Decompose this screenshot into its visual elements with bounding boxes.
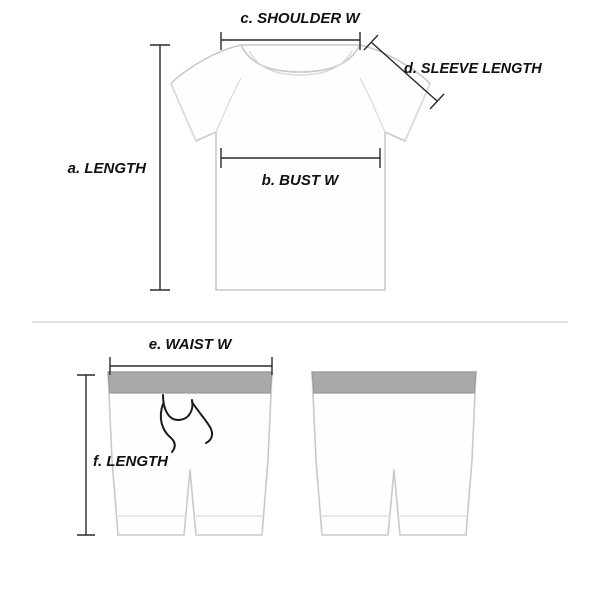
label-a-length: a. LENGTH — [67, 160, 146, 177]
dimension-e-waist — [110, 336, 272, 375]
dimension-c-shoulder — [221, 10, 361, 50]
label-e-waist-width: e. WAIST W — [148, 336, 232, 353]
shorts-back-outline — [312, 372, 476, 535]
dimension-a-length — [68, 45, 170, 290]
label-d-sleeve-length: d. SLEEVE LENGTH — [404, 61, 542, 77]
shorts-back-illustration — [312, 372, 476, 535]
label-f-length: f. LENGTH — [93, 453, 168, 470]
label-b-bust-width: b. BUST W — [261, 172, 339, 189]
label-c-shoulder-width: c. SHOULDER W — [240, 10, 360, 27]
shorts-front-waistband — [108, 372, 272, 393]
tshirt-illustration — [171, 45, 430, 290]
shorts-back-waistband — [312, 372, 476, 393]
tshirt-body-outline — [171, 45, 430, 290]
